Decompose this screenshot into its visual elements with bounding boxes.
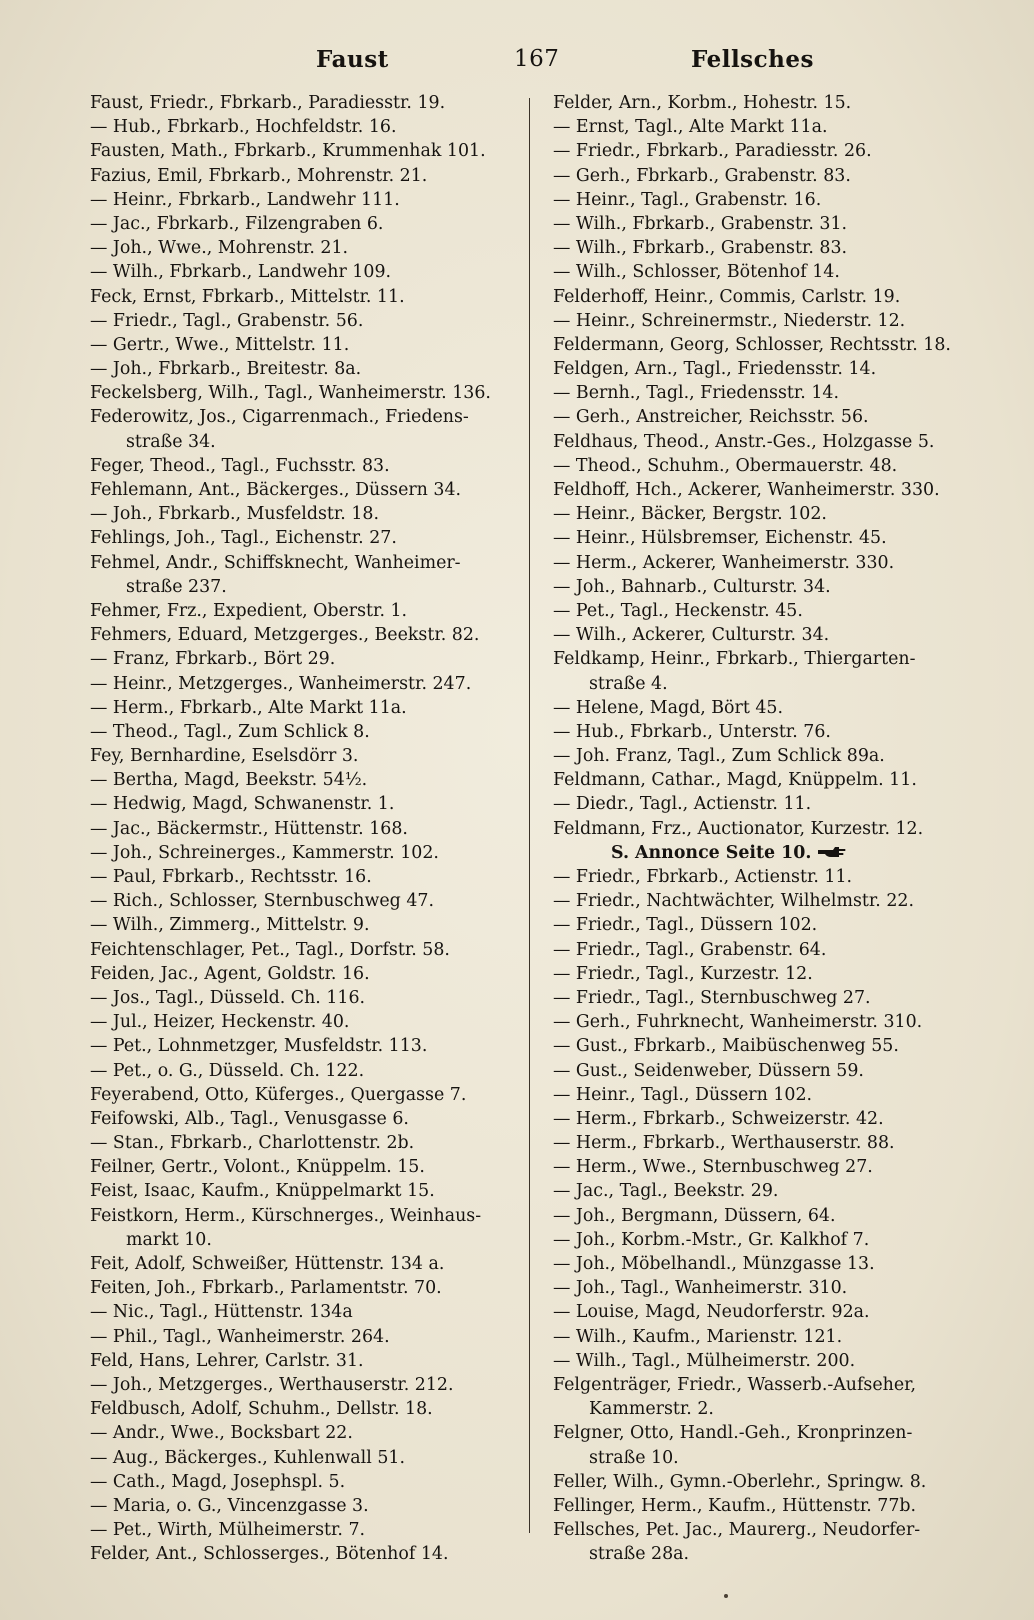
directory-entry-line: — Friedr., Tagl., Düssern 102. [553, 915, 818, 936]
directory-entry-line: Fellinger, Herm., Kaufm., Hüttenstr. 77b. [553, 1495, 917, 1516]
directory-entry-line: — Wilh., Tagl., Mülheimerstr. 200. [553, 1350, 856, 1371]
directory-entry-line: — Wilh., Ackerer, Culturstr. 34. [553, 625, 830, 646]
directory-entry-line: Feifowski, Alb., Tagl., Venusgasse 6. [90, 1108, 409, 1129]
directory-entry-line: — Gertr., Wwe., Mittelstr. 11. [90, 334, 350, 355]
directory-entry-line: Feldhoff, Hch., Ackerer, Wanheimerstr. 330. [553, 480, 940, 500]
directory-entry-line: Feldgen, Arn., Tagl., Friedensstr. 14. [553, 359, 877, 380]
directory-entry-line: — Wilh., Fbrkarb., Grabenstr. 83. [553, 238, 848, 259]
directory-entry-line: — Paul, Fbrkarb., Rechtsstr. 16. [90, 867, 372, 887]
directory-entry-line: — Nic., Tagl., Hüttenstr. 134a [90, 1302, 353, 1323]
directory-entry-line: — Friedr., Tagl., Sternbuschweg 27. [553, 987, 871, 1008]
directory-entry-line: — Herm., Fbrkarb., Schweizerstr. 42. [553, 1108, 884, 1129]
directory-entry-line: Felgenträger, Friedr., Wasserb.-Aufseher, [553, 1374, 917, 1395]
header-first-entry: Faust [316, 46, 389, 73]
directory-entry-line: — Stan., Fbrkarb., Charlottenstr. 2b. [90, 1133, 415, 1154]
directory-entry-line: — Herm., Wwe., Sternbuschweg 27. [553, 1157, 873, 1178]
directory-entry-line: Fellsches, Pet. Jac., Maurerg., Neudorfer- [553, 1520, 921, 1541]
column-divider [529, 98, 530, 1533]
directory-entry-line: Feckelsberg, Wilh., Tagl., Wanheimerstr. 136. [90, 383, 491, 404]
directory-entry-line: — Pet., o. G., Düsseld. Ch. 122. [90, 1060, 365, 1081]
directory-entry-line: — Friedr., Tagl., Kurzestr. 12. [553, 963, 813, 984]
directory-entry-line: Fehmel, Andr., Schiffsknecht, Wanheimer- [90, 552, 461, 573]
left-column [90, 91, 520, 1566]
directory-entry-line: — Joh., Wwe., Mohrenstr. 21. [90, 238, 349, 259]
directory-entry-line: — Friedr., Fbrkarb., Actienstr. 11. [553, 867, 853, 887]
directory-entry-line: Feldermann, Georg, Schlosser, Rechtsstr. 18. [553, 334, 951, 355]
directory-entry-line: — Herm., Fbrkarb., Werthauserstr. 88. [553, 1133, 895, 1154]
directory-entry-line: — Heinr., Metzgerges., Wanheimerstr. 247. [90, 673, 472, 694]
directory-entry-line: — Bernh., Tagl., Friedensstr. 14. [553, 383, 839, 404]
directory-entry-line: straße 4. [589, 673, 668, 694]
directory-entry-line: — Heinr., Bäcker, Bergstr. 102. [553, 504, 827, 525]
directory-entry-line: — Hedwig, Magd, Schwanenstr. 1. [90, 794, 395, 815]
directory-entry-line: Feiden, Jac., Agent, Goldstr. 16. [90, 963, 370, 984]
directory-entry-line: — Andr., Wwe., Bocksbart 22. [90, 1423, 353, 1444]
directory-entry-line: — Wilh., Kaufm., Marienstr. 121. [553, 1326, 843, 1347]
directory-entry-line: Feller, Wilh., Gymn.-Oberlehr., Springw. 8. [553, 1471, 927, 1492]
directory-entry-line: — Theod., Tagl., Zum Schlick 8. [90, 721, 370, 742]
directory-entry-line: — Maria, o. G., Vincenzgasse 3. [90, 1495, 369, 1516]
right-column [553, 91, 983, 1566]
directory-entry-line: — Pet., Tagl., Heckenstr. 45. [553, 600, 803, 621]
directory-entry-line: Felderhoff, Heinr., Commis, Carlstr. 19. [553, 286, 901, 307]
directory-entry-line: — Bertha, Magd, Beekstr. 54½. [90, 770, 368, 791]
directory-entry-line: Feldmann, Cathar., Magd, Knüppelm. 11. [553, 770, 917, 791]
directory-entry-line: — Diedr., Tagl., Actienstr. 11. [553, 794, 812, 815]
directory-entry-line: Feldhaus, Theod., Anstr.-Ges., Holzgasse 5. [553, 431, 935, 452]
directory-entry-line: — Heinr., Schreinermstr., Niederstr. 12. [553, 310, 906, 331]
directory-entry-line: Feldbusch, Adolf, Schuhm., Dellstr. 18. [90, 1399, 433, 1420]
directory-entry-line: — Gerh., Fuhrknecht, Wanheimerstr. 310. [553, 1012, 923, 1033]
directory-entry-line: Feit, Adolf, Schweißer, Hüttenstr. 134 a. [90, 1254, 445, 1274]
directory-entry-line: — Joh., Bahnarb., Culturstr. 34. [553, 576, 831, 597]
directory-entry-line: Feiten, Joh., Fbrkarb., Parlamentstr. 70. [90, 1278, 442, 1299]
directory-entry-line: — Joh., Metzgerges., Werthauserstr. 212. [90, 1374, 454, 1395]
directory-entry-line: — Jos., Tagl., Düsseld. Ch. 116. [90, 987, 366, 1008]
page-header [86, 40, 972, 76]
directory-entry-line: — Gerh., Anstreicher, Reichsstr. 56. [553, 407, 869, 428]
directory-entry-line: Feistkorn, Herm., Kürschnerges., Weinhaus- [90, 1205, 482, 1226]
directory-entry-line: Feger, Theod., Tagl., Fuchsstr. 83. [90, 455, 390, 476]
directory-entry-line: Felder, Ant., Schlosserges., Bötenhof 14. [90, 1544, 449, 1565]
directory-entry-line: Fehlemann, Ant., Bäckerges., Düssern 34. [90, 480, 462, 500]
directory-entry-line: — Pet., Lohnmetzger, Musfeldstr. 113. [90, 1036, 428, 1057]
directory-entry-line: Fazius, Emil, Fbrkarb., Mohrenstr. 21. [90, 165, 428, 186]
directory-entry-line: — Joh., Tagl., Wanheimerstr. 310. [553, 1278, 848, 1299]
directory-entry-line: — Jac., Tagl., Beekstr. 29. [553, 1181, 779, 1202]
directory-entry-line: Fey, Bernhardine, Eselsdörr 3. [90, 746, 359, 767]
header-last-entry: Fellsches [691, 46, 814, 73]
directory-entry-line: — Heinr., Tagl., Düssern 102. [553, 1084, 813, 1105]
directory-entry-line: — Heinr., Hülsbremser, Eichenstr. 45. [553, 528, 887, 549]
directory-entry-line: — Cath., Magd, Josephspl. 5. [90, 1471, 346, 1492]
directory-entry-line: — Gust., Fbrkarb., Maibüschenweg 55. [553, 1036, 899, 1057]
annonce-reference: S. Annonce Seite 10. [611, 842, 812, 863]
directory-entry-line: — Joh., Fbrkarb., Musfeldstr. 18. [90, 504, 379, 525]
directory-entry-line: — Gust., Seidenweber, Düssern 59. [553, 1060, 864, 1081]
directory-entry-line: — Joh., Fbrkarb., Breitestr. 8a. [90, 359, 362, 380]
directory-entry-line: — Friedr., Fbrkarb., Paradiesstr. 26. [553, 141, 872, 162]
directory-entry-line: Feld, Hans, Lehrer, Carlstr. 31. [90, 1350, 364, 1371]
directory-entry-line: — Joh., Schreinerges., Kammerstr. 102. [90, 842, 439, 863]
directory-entry-line: — Hub., Fbrkarb., Unterstr. 76. [553, 721, 831, 742]
directory-entry-line: Kammerstr. 2. [589, 1399, 714, 1420]
directory-entry-line: Feldmann, Frz., Auctionator, Kurzestr. 12. [553, 818, 924, 839]
directory-entry-line: — Franz, Fbrkarb., Bört 29. [90, 649, 336, 670]
directory-entry-line: straße 237. [126, 576, 227, 597]
directory-entry-line: Faust, Friedr., Fbrkarb., Paradiesstr. 19. [90, 93, 446, 113]
directory-entry-line: Federowitz, Jos., Cigarrenmach., Friedens- [90, 407, 469, 428]
directory-entry-line: — Wilh., Fbrkarb., Landwehr 109. [90, 262, 392, 283]
directory-entry-line: — Pet., Wirth, Mülheimerstr. 7. [90, 1520, 366, 1541]
page-number: 167 [514, 46, 560, 72]
directory-entry-line: — Hub., Fbrkarb., Hochfeldstr. 16. [90, 117, 397, 138]
pointing-hand-icon [817, 845, 847, 859]
directory-entry-line: markt 10. [126, 1229, 212, 1250]
directory-entry-line: — Herm., Fbrkarb., Alte Markt 11a. [90, 697, 407, 718]
directory-entry-line: Feyerabend, Otto, Küferges., Quergasse 7. [90, 1084, 467, 1105]
directory-entry-line: — Rich., Schlosser, Sternbuschweg 47. [90, 891, 434, 912]
directory-entry-line: Fehmers, Eduard, Metzgerges., Beekstr. 82. [90, 625, 480, 646]
directory-entry-line: — Joh., Korbm.-Mstr., Gr. Kalkhof 7. [553, 1229, 870, 1250]
directory-entry-line: — Friedr., Tagl., Grabenstr. 64. [553, 939, 827, 960]
directory-entry-line: — Friedr., Nachtwächter, Wilhelmstr. 22. [553, 891, 914, 912]
directory-entry-line: — Jac., Fbrkarb., Filzengraben 6. [90, 213, 384, 234]
directory-entry-line: — Wilh., Schlosser, Bötenhof 14. [553, 262, 840, 283]
directory-entry-line: — Wilh., Fbrkarb., Grabenstr. 31. [553, 213, 848, 234]
directory-entry-line: Feilner, Gertr., Volont., Knüppelm. 15. [90, 1157, 425, 1178]
directory-entry-line: Felgner, Otto, Handl.-Geh., Kronprinzen- [553, 1423, 913, 1444]
directory-entry-line: straße 34. [126, 431, 216, 452]
directory-entry-line: — Heinr., Tagl., Grabenstr. 16. [553, 189, 822, 210]
directory-entry-line: — Aug., Bäckerges., Kuhlenwall 51. [90, 1447, 405, 1468]
directory-entry-line: — Joh., Bergmann, Düssern, 64. [553, 1205, 836, 1226]
directory-entry-line [553, 841, 983, 865]
directory-entry-line: — Helene, Magd, Bört 45. [553, 697, 784, 718]
directory-entry-line: Feichtenschlager, Pet., Tagl., Dorfstr. 58. [90, 939, 450, 960]
directory-entry-line: Feldkamp, Heinr., Fbrkarb., Thiergarten- [553, 649, 916, 670]
directory-entry-line: Feist, Isaac, Kaufm., Knüppelmarkt 15. [90, 1181, 435, 1202]
directory-entry-line: Fausten, Math., Fbrkarb., Krummenhak 101. [90, 141, 486, 162]
directory-entry-line: — Phil., Tagl., Wanheimerstr. 264. [90, 1326, 390, 1347]
directory-entry-line: — Jac., Bäckermstr., Hüttenstr. 168. [90, 818, 408, 839]
directory-entry-line: — Gerh., Fbrkarb., Grabenstr. 83. [553, 165, 851, 186]
directory-entry-line: straße 28a. [589, 1544, 690, 1565]
print-speck [724, 1594, 728, 1598]
directory-entry-line: — Wilh., Zimmerg., Mittelstr. 9. [90, 915, 370, 936]
directory-entry-line: Fehmer, Frz., Expedient, Oberstr. 1. [90, 600, 408, 621]
directory-entry-line: — Friedr., Tagl., Grabenstr. 56. [90, 310, 364, 331]
directory-entry-line: — Ernst, Tagl., Alte Markt 11a. [553, 117, 828, 138]
directory-entry-line: — Herm., Ackerer, Wanheimerstr. 330. [553, 552, 895, 573]
directory-entry-line: Fehlings, Joh., Tagl., Eichenstr. 27. [90, 528, 397, 549]
directory-entry-line: — Theod., Schuhm., Obermauerstr. 48. [553, 455, 898, 476]
directory-entry-line: Felder, Arn., Korbm., Hohestr. 15. [553, 93, 852, 113]
directory-entry-line: Feck, Ernst, Fbrkarb., Mittelstr. 11. [90, 286, 405, 307]
directory-entry-line: — Joh. Franz, Tagl., Zum Schlick 89a. [553, 746, 885, 767]
directory-entry-line: straße 10. [589, 1447, 679, 1468]
directory-entry-line: — Jul., Heizer, Heckenstr. 40. [90, 1012, 350, 1033]
directory-entry-line: — Heinr., Fbrkarb., Landwehr 111. [90, 189, 400, 210]
directory-entry-line: — Joh., Möbelhandl., Münzgasse 13. [553, 1254, 875, 1274]
directory-entry-line: — Louise, Magd, Neudorferstr. 92a. [553, 1302, 870, 1323]
